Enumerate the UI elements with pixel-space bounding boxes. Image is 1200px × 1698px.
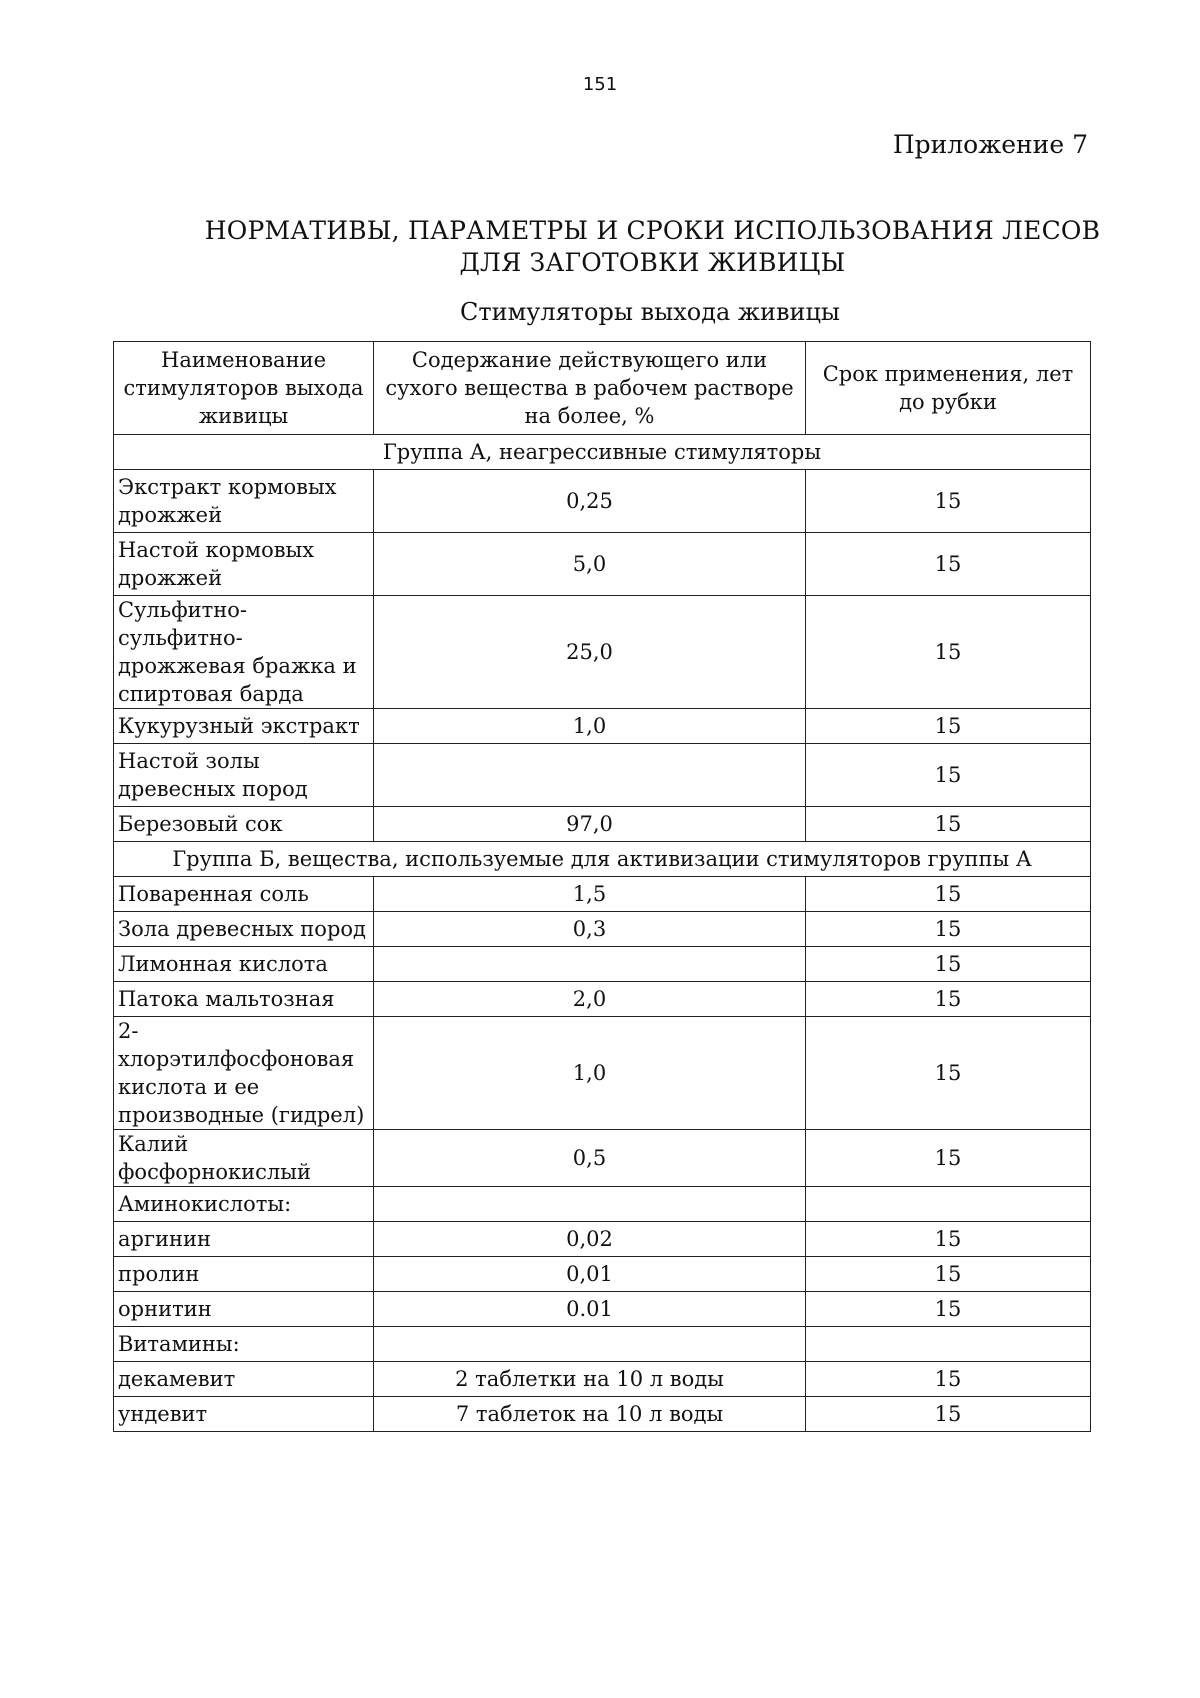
row-content: 0,25	[374, 470, 806, 533]
table-row	[114, 912, 1091, 947]
row-term: 15	[806, 982, 1091, 1017]
row-content: 1,0	[374, 709, 806, 744]
table-row	[114, 1327, 1091, 1362]
document-title	[140, 215, 1165, 279]
row-term: 15	[806, 807, 1091, 842]
group-a-title: Группа А, неагрессивные стимуляторы	[114, 435, 1091, 470]
row-name: Поваренная соль	[114, 877, 374, 912]
row-content: 1,5	[374, 877, 806, 912]
row-name: Экстракт кормовых дрожжей	[114, 470, 374, 533]
row-content	[374, 1187, 806, 1222]
table-row	[114, 1017, 1091, 1130]
table-row	[114, 1362, 1091, 1397]
row-name: Настой кормовых дрожжей	[114, 533, 374, 596]
row-term: 15	[806, 1397, 1091, 1432]
row-name: ундевит	[114, 1397, 374, 1432]
row-name: Настой золы древесных пород	[114, 744, 374, 807]
row-content: 0,02	[374, 1222, 806, 1257]
table-row	[114, 1397, 1091, 1432]
group-b-title: Группа Б, вещества, используемые для активизации стимуляторов группы А	[114, 842, 1091, 877]
table-row	[114, 1257, 1091, 1292]
table-row	[114, 470, 1091, 533]
row-content: 0,3	[374, 912, 806, 947]
table-row	[114, 982, 1091, 1017]
table-subtitle: Стимуляторы выхода живицы	[459, 298, 841, 326]
group-a-row	[114, 435, 1091, 470]
row-content: 5,0	[374, 533, 806, 596]
table-row	[114, 1222, 1091, 1257]
table-row	[114, 877, 1091, 912]
row-name: Лимонная кислота	[114, 947, 374, 982]
row-term: 15	[806, 1017, 1091, 1130]
row-content: 7 таблеток на 10 л воды	[374, 1397, 806, 1432]
row-term	[806, 1327, 1091, 1362]
row-name: декамевит	[114, 1362, 374, 1397]
row-content	[374, 1327, 806, 1362]
header-term: Срок применения, лет до рубки	[806, 342, 1091, 435]
row-term: 15	[806, 1292, 1091, 1327]
row-content: 0,01	[374, 1257, 806, 1292]
row-term: 15	[806, 1257, 1091, 1292]
row-name: 2-хлорэтилфосфоновая кислота и ее производные (гидрел)	[114, 1017, 374, 1130]
row-term: 15	[806, 709, 1091, 744]
row-term: 15	[806, 1362, 1091, 1397]
title-line-1: НОРМАТИВЫ, ПАРАМЕТРЫ И СРОКИ ИСПОЛЬЗОВАНИЯ ЛЕСОВ	[204, 216, 1101, 245]
row-name: пролин	[114, 1257, 374, 1292]
row-content: 1,0	[374, 1017, 806, 1130]
table-row	[114, 533, 1091, 596]
row-name: Витамины:	[114, 1327, 374, 1362]
table-row	[114, 947, 1091, 982]
row-term: 15	[806, 596, 1091, 709]
table-row	[114, 807, 1091, 842]
row-name: Калий фосфорнокислый	[114, 1130, 374, 1187]
table-row	[114, 744, 1091, 807]
row-content: 25,0	[374, 596, 806, 709]
row-name: Патока мальтозная	[114, 982, 374, 1017]
row-term: 15	[806, 1130, 1091, 1187]
table-row	[114, 1130, 1091, 1187]
row-term: 15	[806, 533, 1091, 596]
appendix-label: Приложение 7	[892, 130, 1088, 159]
row-term: 15	[806, 470, 1091, 533]
row-name: Аминокислоты:	[114, 1187, 374, 1222]
row-content	[374, 947, 806, 982]
row-content: 0,5	[374, 1130, 806, 1187]
row-term: 15	[806, 877, 1091, 912]
row-content: 2,0	[374, 982, 806, 1017]
table-row	[114, 1292, 1091, 1327]
header-content: Содержание действующего или сухого вещества в рабочем растворе на более, %	[374, 342, 806, 435]
row-content: 0.01	[374, 1292, 806, 1327]
row-term: 15	[806, 1222, 1091, 1257]
page-number: 151	[582, 74, 618, 95]
row-term	[806, 1187, 1091, 1222]
row-name: Березовый сок	[114, 807, 374, 842]
row-name: Сульфитно-сульфитно-дрожжевая бражка и спиртовая барда	[114, 596, 374, 709]
row-name: Кукурузный экстракт	[114, 709, 374, 744]
row-name: орнитин	[114, 1292, 374, 1327]
row-term: 15	[806, 947, 1091, 982]
table-header-row	[114, 342, 1091, 435]
title-line-2: ДЛЯ ЗАГОТОВКИ ЖИВИЦЫ	[459, 248, 846, 277]
group-b-row	[114, 842, 1091, 877]
table-row	[114, 1187, 1091, 1222]
row-name: аргинин	[114, 1222, 374, 1257]
row-content	[374, 744, 806, 807]
row-term: 15	[806, 912, 1091, 947]
header-name: Наименование стимуляторов выхода живицы	[114, 342, 374, 435]
row-content: 2 таблетки на 10 л воды	[374, 1362, 806, 1397]
row-content: 97,0	[374, 807, 806, 842]
table-row	[114, 709, 1091, 744]
table-row	[114, 596, 1091, 709]
row-name: Зола древесных пород	[114, 912, 374, 947]
stimulators-table	[113, 341, 1091, 1432]
row-term: 15	[806, 744, 1091, 807]
